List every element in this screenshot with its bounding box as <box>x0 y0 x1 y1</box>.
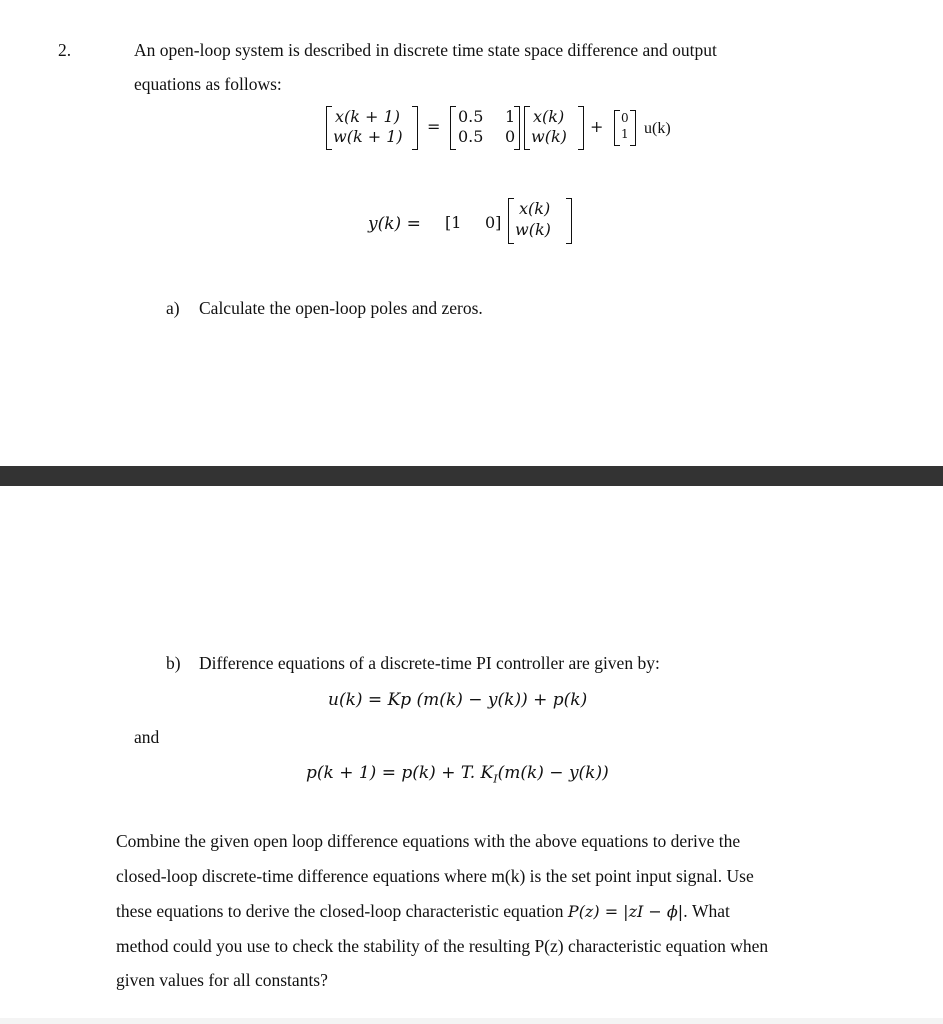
b2: 1 <box>621 127 629 141</box>
characteristic-equation: P(z) = |zI − ϕ| <box>567 902 684 921</box>
page-divider <box>0 466 943 486</box>
c-matrix-0: 0] <box>485 213 502 232</box>
intro-line-2: equations as follows: <box>134 74 282 94</box>
b1: 0 <box>621 111 629 125</box>
paragraph-line-3-tail: . What <box>683 901 730 921</box>
c-matrix-1: [1 <box>445 213 462 232</box>
output-lhs: y(k) = <box>368 214 421 234</box>
input-u: u(k) <box>644 120 671 137</box>
lhs-vector <box>326 104 420 152</box>
state-w: w(k) <box>531 127 567 146</box>
eq2-main: p(k + 1) = p(k) + T. K <box>306 763 494 783</box>
page-bottom-edge <box>0 1018 943 1024</box>
controller-equation-2 <box>306 763 609 785</box>
lhs-w: w(k + 1) <box>333 127 403 146</box>
intro-line-1: An open-loop system is described in discrete time state space difference and output <box>134 40 717 60</box>
paragraph-line-4: method could you use to check the stability of the resulting P(z) characteristic equation when <box>116 936 769 956</box>
output-state-vector <box>508 196 574 246</box>
b-vector <box>614 104 636 152</box>
part-a-text: Calculate the open-loop poles and zeros. <box>199 298 483 318</box>
and-label: and <box>134 727 160 747</box>
paragraph-line-2: closed-loop discrete-time difference equations where m(k) is the set point input signal. Use <box>116 866 754 886</box>
eq2-tail: (m(k) − y(k)) <box>497 763 609 783</box>
a22: 0 <box>505 127 516 146</box>
part-b-label: b) <box>166 653 181 673</box>
paragraph-line-3 <box>116 901 730 922</box>
plus-sign: + <box>590 117 604 136</box>
a21: 0.5 <box>458 127 484 146</box>
paragraph-line-3-text: these equations to derive the closed-loop characteristic equation <box>116 901 568 921</box>
state-vector <box>524 104 586 152</box>
controller-equation-1: u(k) = Kp (m(k) − y(k)) + p(k) <box>328 690 588 710</box>
a-matrix <box>450 104 522 152</box>
a12: 1 <box>505 107 516 126</box>
output-equation <box>368 196 608 246</box>
equals-sign: = <box>427 117 441 136</box>
a11: 0.5 <box>458 107 484 126</box>
out-state-w: w(k) <box>515 220 551 239</box>
paragraph-line-5: given values for all constants? <box>116 970 328 990</box>
out-state-x: x(k) <box>519 199 551 218</box>
problem-number: 2. <box>58 40 72 60</box>
part-a-label: a) <box>166 298 180 318</box>
state-x: x(k) <box>533 107 565 126</box>
state-equation <box>326 104 706 154</box>
lhs-x: x(k + 1) <box>335 107 400 126</box>
part-b-text: Difference equations of a discrete-time PI controller are given by: <box>199 653 660 673</box>
eq2-subscript: I <box>493 772 498 786</box>
paragraph-line-1: Combine the given open loop difference equations with the above equations to derive the <box>116 831 741 851</box>
